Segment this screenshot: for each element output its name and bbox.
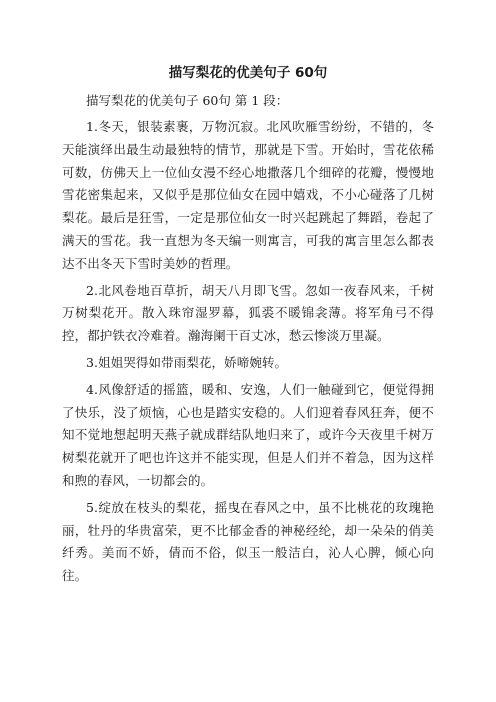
document-subtitle: 描写梨花的优美句子 60句 第 1 段：	[86, 93, 289, 108]
paragraph-1: 1.冬天，银装素裹，万物沉寂。北风吹雁雪纷纷，不错的，冬天能演绎出最生动最独特的情节，那就是下雪。开始时，雪花依稀可数，仿佛天上一位仙女漫不经心地撒落几个细碎的花瓣，慢慢地雪花密集起来，又似乎是那位仙女在园中嬉戏，不小心碰落了几树梨花。最后是狂雪，一定是那位仙女一时兴起跳起了舞蹈，卷起了满天的雪花。我一直想为冬天编一则寓言，可我的寓言里怎么都表达不出冬天下雪时美妙的哲理。	[62, 119, 434, 271]
paragraph-3: 3.姐姐哭得如带雨梨花，娇啼婉转。	[86, 354, 288, 370]
document-title: 描写梨花的优美句子 60句	[168, 65, 328, 81]
paragraph-4: 4.风像舒适的摇篮，暖和、安逸，人们一触碰到它，便觉得拥了快乐，没了烦恼，心也是踏实安稳的。人们迎着春风狂奔，便不知不觉地想起明天燕子就成群结队地归来了，或许今天夜里千树万树梨花就开了吧也许这并不能实现，但是人们并不着急，因为这样和煦的春风，一切都会的。	[62, 381, 434, 488]
paragraph-5: 5.绽放在枝头的梨花，摇曳在春风之中，虽不比桃花的玫瑰艳丽，牡丹的华贵富荣，更不比郁金香的神秘经纶，却一朵朵的俏美纤秀。美而不娇，倩而不俗，似玉一般洁白，沁人心脾，倾心向往。	[62, 499, 434, 584]
paragraph-2: 2.北风卷地百草折，胡天八月即飞雪。忽如一夜春风来，千树万树梨花开。散入珠帘湿罗幕，狐裘不暖锦衾薄。将军角弓不得控，都护铁衣冷难着。瀚海阑干百丈冰，愁云惨淡万里凝。	[62, 282, 434, 344]
